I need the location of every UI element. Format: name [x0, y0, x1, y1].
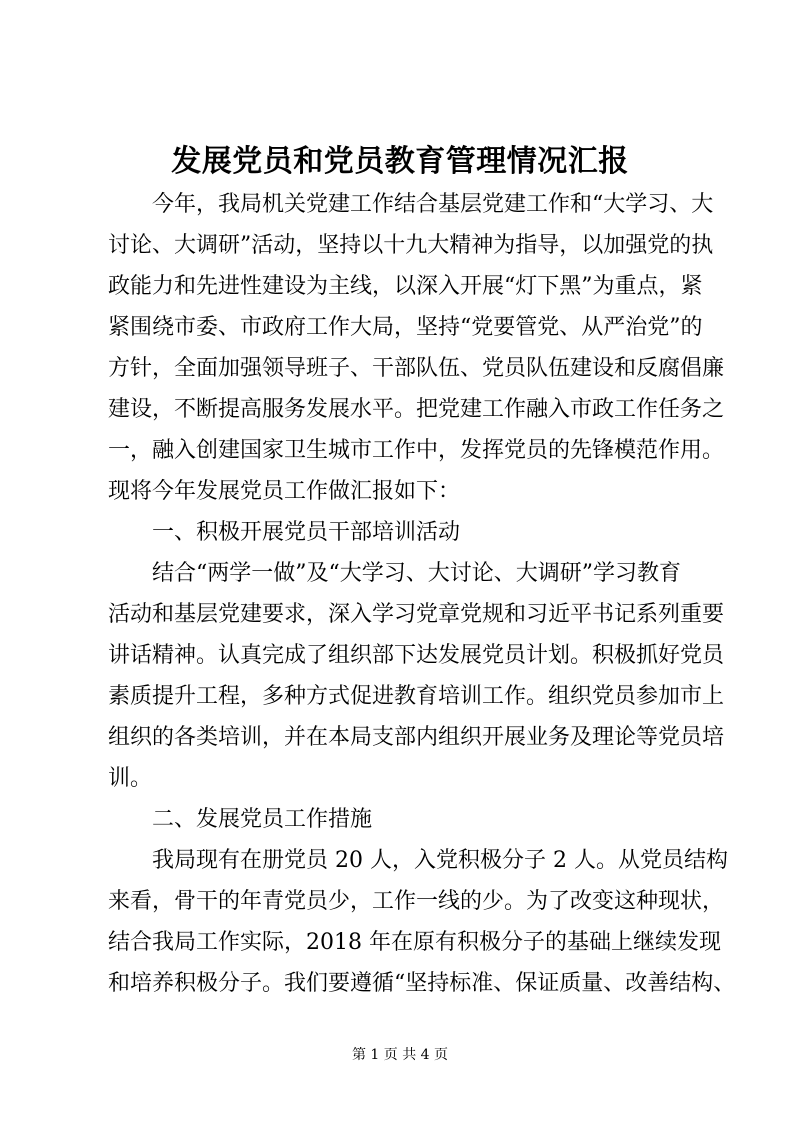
document-title: 发展党员和党员教育管理情况汇报: [171, 144, 629, 179]
paragraph-line: 我局现有在册党员 20 人，入党积极分子 2 人。从党员结构: [152, 848, 728, 873]
paragraph-line: 结合我局工作实际，2018 年在原有积极分子的基础上继续发现: [108, 930, 721, 955]
paragraph-line: 今年，我局机关党建工作结合基层党建工作和“大学习、大: [152, 192, 714, 217]
paragraph-line: 政能力和先进性建设为主线，以深入开展“灯下黑”为重点，紧: [108, 274, 703, 299]
paragraph-line: 讨论、大调研”活动，坚持以十九大精神为指导，以加强党的执: [108, 233, 714, 258]
paragraph-line: 素质提升工程，多种方式促进教育培训工作。组织党员参加市上: [108, 684, 725, 709]
paragraph-line: 组织的各类培训，并在本局支部内组织开展业务及理论等党员培: [108, 725, 725, 750]
paragraph-line: 结合“两学一做”及“大学习、大讨论、大调研”学习教育: [152, 561, 681, 586]
paragraph-line: 现将今年发展党员工作做汇报如下：: [108, 479, 461, 504]
paragraph-line: 训。: [108, 766, 153, 791]
section-heading: 一、积极开展党员干部培训活动: [152, 520, 461, 545]
paragraph-line: 和培养积极分子。我们要遵循“坚持标准、保证质量、改善结构、: [108, 971, 736, 996]
paragraph-line: 活动和基层党建要求，深入学习党章党规和习近平书记系列重要: [108, 602, 725, 627]
page-footer: 第 1 页 共 4 页: [351, 1047, 449, 1063]
paragraph-line: 讲话精神。认真完成了组织部下达发展党员计划。积极抓好党员: [108, 643, 725, 668]
paragraph-line: 来看，骨干的年青党员少，工作一线的少。为了改变这种现状，: [108, 889, 725, 914]
paragraph-line: 一，融入创建国家卫生城市工作中，发挥党员的先锋模范作用。: [108, 438, 725, 463]
paragraph-line: 建设，不断提高服务发展水平。把党建工作融入市政工作任务之: [108, 397, 725, 422]
section-heading: 二、发展党员工作措施: [152, 807, 373, 832]
paragraph-line: 紧围绕市委、市政府工作大局，坚持“党要管党、从严治党”的: [108, 315, 703, 340]
paragraph-line: 方针，全面加强领导班子、干部队伍、党员队伍建设和反腐倡廉: [108, 356, 725, 381]
